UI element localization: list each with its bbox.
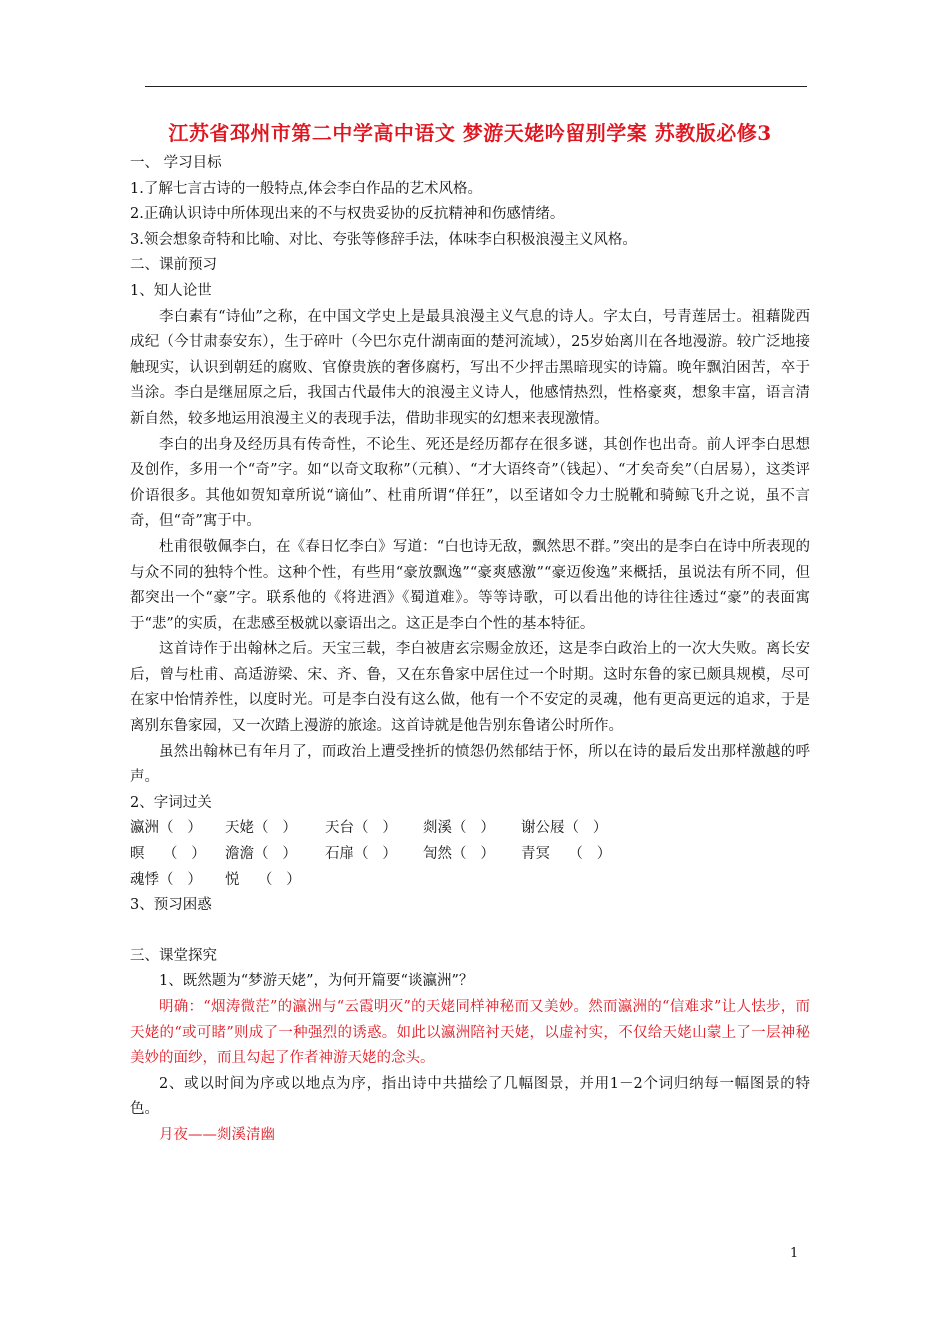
section-heading-goals: 一、 学习目标: [130, 155, 222, 171]
goal-item: 2.正确认识诗中所体现出来的不与权贵妥协的反抗精神和伤感情绪。: [130, 206, 565, 223]
vocab-item: 訇然（ ）: [423, 846, 495, 863]
blank-space: [130, 919, 810, 944]
subheading-vocab: 2、字词过关: [130, 794, 212, 811]
paragraph: 李白的出身及经历具有传奇性，不论生、死还是经历都存在很多谜，其创作也出奇。前人评李白思想及创作，多用一个“奇”字。如“以奇文取称”（元稹）、“才大语终奇”（钱起）、“才矣奇矣”（白居易），这类评价语很多。其他如贺知章所说“谪仙”、杜甫所谓“佯狂”，以至诸如令力士脱靴和骑鲸飞升之说，虽不言奇，但“奇”寓于中。: [130, 436, 810, 530]
subheading-questions: 3、预习困惑: [130, 897, 212, 914]
goal-item: 1.了解七言古诗的一般特点,体会李白作品的艺术风格。: [130, 180, 482, 197]
page-number: 1: [790, 1246, 799, 1261]
vocab-item: 悦 （ ）: [225, 871, 301, 888]
vocab-item: 石扉（ ）: [325, 846, 397, 863]
vocab-item: 瀛洲（ ）: [130, 820, 202, 837]
goal-item: 3.领会想象奇特和比喻、对比、夸张等修辞手法，体味李白积极浪漫主义风格。: [130, 231, 637, 248]
vocab-item: 天姥（ ）: [225, 820, 297, 837]
vocab-row: [130, 842, 810, 868]
document-title: 江苏省邳州市第二中学高中语文 梦游天姥吟留别学案 苏教版必修3: [168, 121, 772, 145]
paragraph: 虽然出翰林已有年月了，而政治上遭受挫折的愤怨仍然郁结于怀，所以在诗的最后发出那样激越的呼声。: [130, 743, 810, 786]
answer: 月夜——剡溪清幽: [159, 1126, 275, 1143]
vocab-item: 暝 （ ）: [130, 846, 206, 863]
vocab-item: 天台（ ）: [325, 820, 397, 837]
vocab-item: 青冥 （ ）: [521, 846, 612, 863]
vocab-row: [130, 868, 810, 894]
vocab-item: 澹澹（ ）: [225, 846, 297, 863]
question: 2、或以时间为序或以地点为序，指出诗中共描绘了几幅图景，并用1－2个词归纳每一幅图景的特色。: [130, 1075, 810, 1118]
vocab-row: [130, 816, 810, 842]
section-heading-inquiry: 三、课堂探究: [130, 947, 217, 964]
question: 1、既然题为“梦游天姥”，为何开篇要“谈瀛洲”？: [159, 973, 474, 990]
section-heading-preview: 二、课前预习: [130, 257, 217, 274]
paragraph: 这首诗作于出翰林之后。天宝三载，李白被唐玄宗赐金放还，这是李白政治上的一次大失败。离长安后，曾与杜甫、高适游梁、宋、齐、鲁，又在东鲁家中居住过一个时期。这时东鲁的家已颇具规模，尽可在家中怡情养性，以度时光。可是李白没有这么做，他有一个不安定的灵魂，他有更高更远的追求，于是离别东鲁家园，又一次踏上漫游的旅途。这首诗就是他告别东鲁诸公时所作。: [130, 641, 810, 735]
subheading-author: 1、知人论世: [130, 282, 212, 299]
vocab-item: 剡溪（ ）: [423, 820, 495, 837]
paragraph: 杜甫很敬佩李白，在《春日忆李白》写道：“白也诗无敌，飘然思不群。”突出的是李白在诗中所表现的与众不同的独特个性。这种个性，有些用“豪放飘逸”“豪爽感激”“豪迈俊逸”来概括，虽说法有所不同，但都突出一个“豪”字。联系他的《将进酒》《蜀道难》。等等诗歌，可以看出他的诗往往透过“豪”的表面寓于“悲”的实质，在悲感至极就以豪语出之。这正是李白个性的基本特征。: [130, 538, 810, 632]
header-rule: [145, 86, 807, 87]
paragraph: 李白素有“诗仙”之称，在中国文学史上是最具浪漫主义气息的诗人。字太白，号青莲居士。祖藉陇西成纪（今甘肃泰安东），生于碎叶（今巴尔克什湖南面的楚河流域），25岁始离川在各地漫游。较广泛地接触现实，认识到朝廷的腐败、官僚贵族的奢侈腐朽，写出不少抨击黑暗现实的诗篇。晚年飘泊困苦，卒于当涂。李白是继屈原之后，我国古代最伟大的浪漫主义诗人，他感情热烈，性格豪爽，想象丰富，语言清新自然，较多地运用浪漫主义的表现手法，借助非现实的幻想来表现激情。: [130, 308, 810, 427]
vocab-item: 魂悸（ ）: [130, 871, 202, 888]
vocab-item: 谢公屐（ ）: [521, 820, 608, 837]
answer: 明确：“烟涛微茫”的瀛洲与“云霞明灭”的天姥同样神秘而又美妙。然而瀛洲的“信难求”让人怯步，而天姥的“或可睹”则成了一种强烈的诱惑。如此以瀛洲陪衬天姥，以虚衬实，不仅给天姥山蒙上了一层神秘美妙的面纱，而且勾起了作者神游天姥的念头。: [130, 999, 810, 1067]
document-body: [130, 120, 810, 1149]
